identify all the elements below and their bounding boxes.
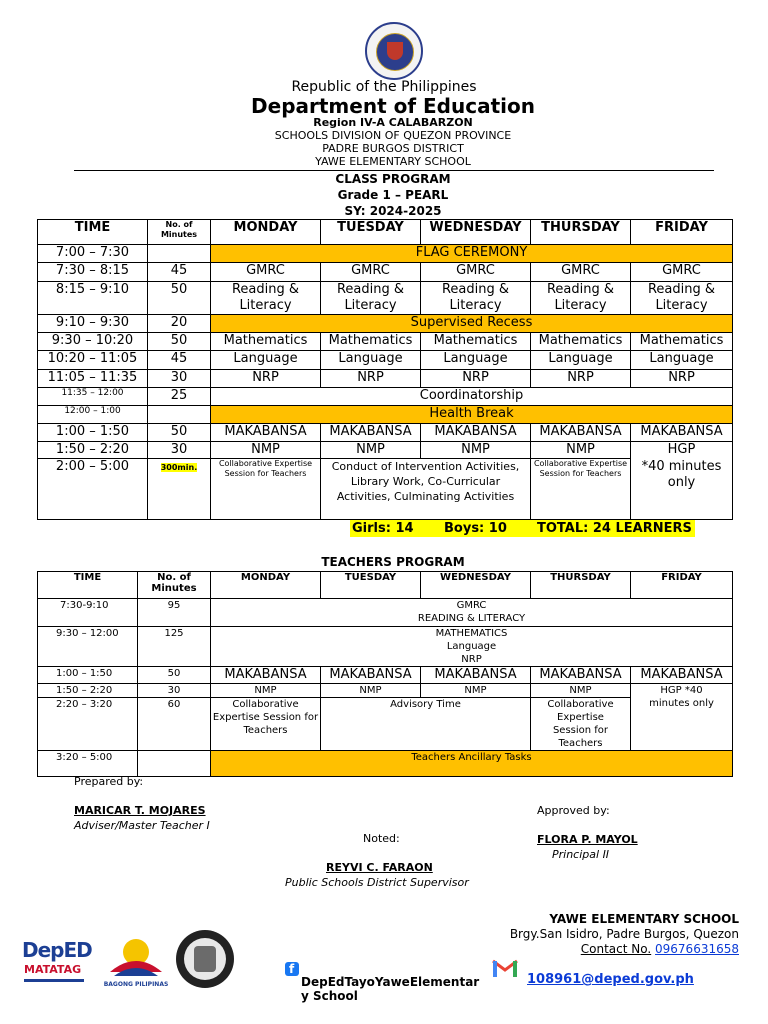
table-row	[38, 263, 733, 282]
recess-cell: Supervised Recess	[211, 315, 733, 333]
header-friday: FRIDAY	[631, 220, 733, 245]
time-cell: 1:50 – 2:20	[38, 684, 138, 698]
subject-cell: MAKABANSA	[631, 424, 733, 442]
matatag-text: MATATAG	[24, 963, 82, 976]
minutes-cell: 30	[148, 370, 211, 388]
span-line: Language	[446, 641, 497, 652]
time-cell: 2:20 – 3:20	[38, 698, 138, 751]
hgp-note-cell: *40 minutes only	[631, 459, 733, 520]
table-row	[38, 406, 733, 424]
table-row	[38, 459, 733, 520]
gmrc-reading-cell	[211, 599, 733, 627]
class-program-table	[37, 219, 733, 520]
table-row	[38, 667, 733, 684]
subject-cell: HGP	[631, 442, 733, 459]
grade-section: Grade 1 – PEARL	[337, 188, 449, 202]
table-row	[38, 333, 733, 351]
subject-cell: NMP	[211, 684, 321, 698]
span-line: NRP	[461, 654, 482, 665]
minutes-cell	[148, 406, 211, 424]
bagong-pilipinas-logo	[102, 932, 170, 992]
subject-cell: MAKABANSA	[531, 667, 631, 684]
collab-session-cell: Collaborative Expertise Session for Teachers	[531, 698, 631, 751]
hgp-note-cell: HGP *40 minutes only	[631, 684, 733, 751]
time-cell: 8:15 – 9:10	[38, 282, 148, 315]
time-cell: 11:35 – 12:00	[38, 388, 148, 406]
subject-cell: Mathematics	[211, 333, 321, 351]
collab-session-cell: Collaborative Expertise Session for Teachers	[211, 698, 321, 751]
table-row	[38, 351, 733, 370]
adviser-title: Adviser/Master Teacher I	[74, 819, 210, 832]
header-thursday: THURSDAY	[531, 220, 631, 245]
subject-cell: Language	[321, 351, 421, 370]
time-cell: 1:50 – 2:20	[38, 442, 148, 459]
header-wednesday: WEDNESDAY	[421, 572, 531, 599]
header-thursday: THURSDAY	[531, 572, 631, 599]
math-language-cell	[211, 627, 733, 667]
footer-contact	[581, 942, 739, 957]
facebook-page-line: DepEdTayoYaweElementar	[301, 975, 480, 989]
subject-cell: MAKABANSA	[531, 424, 631, 442]
table-row	[38, 245, 733, 263]
ancillary-tasks-cell: Teachers Ancillary Tasks	[211, 751, 733, 777]
advisory-time-cell: Advisory Time	[321, 698, 531, 751]
subject-cell: MAKABANSA	[321, 424, 421, 442]
time-cell: 7:00 – 7:30	[38, 245, 148, 263]
flag-ceremony-cell: FLAG CEREMONY	[211, 245, 733, 263]
header-wednesday: WEDNESDAY	[421, 220, 531, 245]
bagong-pilipinas-sun-icon	[102, 932, 170, 980]
facebook-page-link[interactable]	[301, 975, 479, 1003]
deped-matatag-logo	[22, 933, 94, 993]
collab-session-cell: Collaborative Expertise Session for Teachers	[211, 459, 321, 520]
table-row	[38, 751, 733, 777]
subject-cell: Language	[421, 351, 531, 370]
minutes-cell: 95	[138, 599, 211, 627]
principal-title: Principal II	[552, 848, 610, 861]
header-minutes: No. of Minutes	[148, 220, 211, 245]
school-year: SY: 2024-2025	[344, 204, 442, 218]
approved-by-label: Approved by:	[537, 804, 610, 817]
health-break-cell: Health Break	[211, 406, 733, 424]
table-row	[38, 424, 733, 442]
table-row	[38, 684, 733, 698]
subject-cell: GMRC	[631, 263, 733, 282]
subject-cell: Reading & Literacy	[321, 282, 421, 315]
subject-cell: NMP	[421, 442, 531, 459]
minutes-cell: 50	[148, 424, 211, 442]
footer-school: YAWE ELEMENTARY SCHOOL	[549, 912, 739, 926]
subject-cell: NMP	[421, 684, 531, 698]
district-line: PADRE BURGOS DISTRICT	[322, 142, 464, 155]
time-cell: 7:30-9:10	[38, 599, 138, 627]
time-cell: 7:30 – 8:15	[38, 263, 148, 282]
subject-cell: Reading & Literacy	[421, 282, 531, 315]
minutes-cell: 30	[138, 684, 211, 698]
supervisor-name: REYVI C. FARAON	[326, 861, 433, 874]
subject-cell: Mathematics	[631, 333, 733, 351]
header-tuesday: TUESDAY	[321, 572, 421, 599]
minutes-cell: 50	[148, 282, 211, 315]
header-tuesday: TUESDAY	[321, 220, 421, 245]
time-cell: 2:00 – 5:00	[38, 459, 148, 520]
minutes-cell-wrap	[148, 459, 211, 520]
subject-cell: NRP	[531, 370, 631, 388]
department-title: Department of Education	[251, 94, 535, 118]
subject-cell: NMP	[321, 684, 421, 698]
span-line: MATHEMATICS	[435, 628, 508, 639]
subject-cell: Reading & Literacy	[211, 282, 321, 315]
subject-cell: MAKABANSA	[421, 424, 531, 442]
time-cell: 9:30 – 12:00	[38, 627, 138, 667]
noted-label: Noted:	[363, 832, 400, 845]
minutes-cell: 45	[148, 263, 211, 282]
minutes-cell: 300min.	[160, 463, 198, 472]
facebook-icon: f	[285, 962, 299, 976]
minutes-cell: 20	[148, 315, 211, 333]
header-time: TIME	[38, 572, 138, 599]
minutes-cell: 125	[138, 627, 211, 667]
supervisor-title: Public Schools District Supervisor	[285, 876, 469, 889]
girls-count: Girls: 14	[352, 521, 414, 536]
time-cell: 10:20 – 11:05	[38, 351, 148, 370]
subject-cell: NRP	[631, 370, 733, 388]
region-line: Region IV-A CALABARZON	[313, 116, 473, 129]
adviser-name: MARICAR T. MOJARES	[74, 804, 206, 817]
prepared-by-label: Prepared by:	[74, 775, 144, 788]
table-row	[38, 388, 733, 406]
division-line: SCHOOLS DIVISION OF QUEZON PROVINCE	[274, 129, 512, 142]
subject-cell: NMP	[211, 442, 321, 459]
subject-cell: Reading & Literacy	[631, 282, 733, 315]
table-row	[38, 627, 733, 667]
teachers-program-title: TEACHERS PROGRAM	[321, 555, 465, 569]
subject-cell: NMP	[531, 442, 631, 459]
contact-number-link[interactable]: 09676631658	[655, 942, 739, 956]
subject-cell: GMRC	[421, 263, 531, 282]
span-line: GMRC	[456, 600, 487, 611]
intervention-cell: Conduct of Intervention Activities, Library Work, Co-Curricular Activities, Culminating Activities	[321, 459, 531, 520]
learner-count	[350, 520, 695, 537]
subject-cell: MAKABANSA	[421, 667, 531, 684]
subject-cell: NMP	[321, 442, 421, 459]
subject-cell: NRP	[321, 370, 421, 388]
subject-cell: MAKABANSA	[631, 667, 733, 684]
header-monday: MONDAY	[211, 572, 321, 599]
header-time: TIME	[38, 220, 148, 245]
minutes-cell	[148, 245, 211, 263]
minutes-cell	[138, 751, 211, 777]
deped-logo-text: DepED	[22, 938, 92, 962]
subject-cell: MAKABANSA	[321, 667, 421, 684]
subject-cell: Language	[211, 351, 321, 370]
minutes-cell: 45	[148, 351, 211, 370]
republic-line: Republic of the Philippines	[291, 79, 477, 95]
table-row	[38, 370, 733, 388]
subject-cell: Language	[531, 351, 631, 370]
logo-underline	[24, 979, 84, 982]
subject-cell: Mathematics	[321, 333, 421, 351]
facebook-page-line: y School	[301, 989, 358, 1003]
minutes-cell: 50	[138, 667, 211, 684]
teachers-program-table	[37, 571, 733, 777]
minutes-cell: 50	[148, 333, 211, 351]
total-learners: TOTAL: 24 LEARNERS	[537, 521, 692, 536]
email-link[interactable]: 108961@deped.gov.ph	[527, 972, 694, 987]
time-cell: 11:05 – 11:35	[38, 370, 148, 388]
table-row	[38, 282, 733, 315]
subject-cell: NMP	[531, 684, 631, 698]
subject-cell: MAKABANSA	[211, 424, 321, 442]
subject-cell: NRP	[421, 370, 531, 388]
deped-seal-icon	[365, 22, 423, 80]
subject-cell: GMRC	[211, 263, 321, 282]
subject-cell: GMRC	[531, 263, 631, 282]
time-cell: 9:10 – 9:30	[38, 315, 148, 333]
school-line: YAWE ELEMENTARY SCHOOL	[315, 155, 471, 168]
subject-cell: Language	[631, 351, 733, 370]
subject-cell: Mathematics	[421, 333, 531, 351]
subject-cell: MAKABANSA	[211, 667, 321, 684]
footer-address: Brgy.San Isidro, Padre Burgos, Quezon	[509, 927, 739, 941]
minutes-cell: 25	[148, 388, 211, 406]
coordinatorship-cell: Coordinatorship	[211, 388, 733, 406]
time-cell: 12:00 – 1:00	[38, 406, 148, 424]
minutes-cell: 30	[148, 442, 211, 459]
span-line: READING & LITERACY	[417, 613, 526, 624]
table-row	[38, 442, 733, 459]
bagong-pilipinas-text: BAGONG PILIPINAS	[103, 981, 169, 988]
time-cell: 9:30 – 10:20	[38, 333, 148, 351]
class-program-title: CLASS PROGRAM	[335, 172, 451, 186]
subject-cell: NRP	[211, 370, 321, 388]
header-friday: FRIDAY	[631, 572, 733, 599]
time-cell: 3:20 – 5:00	[38, 751, 138, 777]
boys-count: Boys: 10	[444, 521, 507, 536]
time-cell: 1:00 – 1:50	[38, 424, 148, 442]
minutes-cell: 60	[138, 698, 211, 751]
subject-cell: Reading & Literacy	[531, 282, 631, 315]
gmail-icon	[492, 958, 518, 978]
header-divider	[74, 170, 714, 171]
principal-name: FLORA P. MAYOL	[537, 833, 638, 846]
subject-cell: Mathematics	[531, 333, 631, 351]
header-minutes: No. of Minutes	[138, 572, 211, 599]
time-cell: 1:00 – 1:50	[38, 667, 138, 684]
table-row	[38, 599, 733, 627]
contact-label: Contact No.	[580, 942, 652, 956]
table-row	[38, 698, 733, 751]
collab-session-cell: Collaborative Expertise Session for Teachers	[531, 459, 631, 520]
header-monday: MONDAY	[211, 220, 321, 245]
table-row	[38, 315, 733, 333]
subject-cell: GMRC	[321, 263, 421, 282]
school-seal-icon	[176, 930, 234, 988]
